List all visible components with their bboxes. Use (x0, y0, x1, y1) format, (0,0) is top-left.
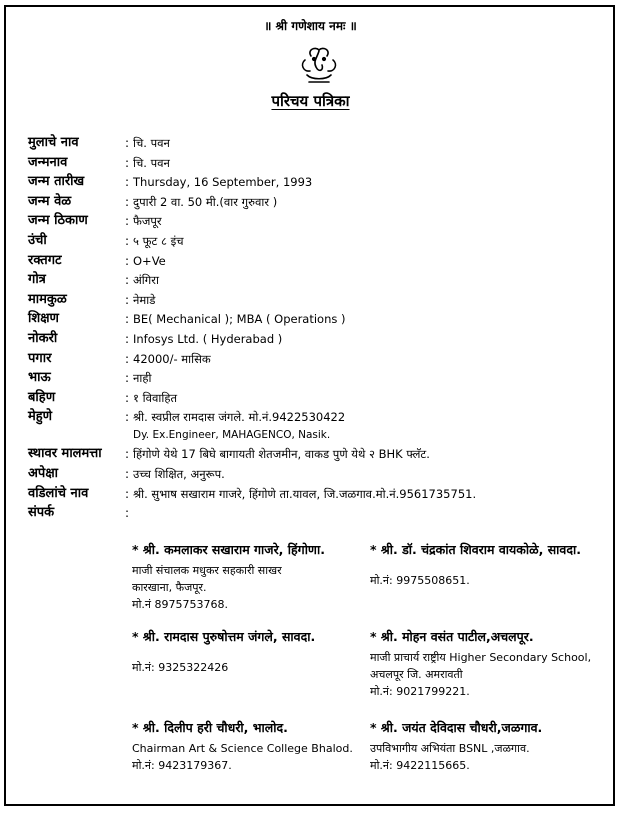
field-separator: : (125, 371, 130, 386)
ganesh-icon (297, 44, 341, 86)
field-value-text: Infosys Ltd. ( Hyderabad ) (133, 331, 283, 346)
invocation-text: ॥ श्री गणेशाय नमः ॥ (264, 19, 357, 33)
page-title-text: परिचय पत्रिका (271, 92, 350, 110)
field-separator: : (125, 273, 130, 288)
contact-line: माजी संचालक मधुकर सहकारी साखर (132, 564, 282, 577)
field-label: नोकरी (28, 330, 58, 346)
field-value (133, 485, 476, 503)
contact-line: कारखाना, फैजपूर. (132, 581, 207, 594)
field-value (133, 193, 277, 211)
contact-name: * श्री. मोहन वसंत पाटील,अचलपूर. (370, 629, 534, 644)
field-separator: : (125, 410, 130, 425)
field-value (133, 173, 312, 191)
contact-4 (370, 628, 620, 700)
field-value (133, 154, 170, 172)
contact-5 (132, 719, 382, 774)
field-value-subline: Dy. Ex.Engineer, MAHAGENCO, Nasik. (133, 429, 331, 442)
field-value (133, 134, 170, 152)
field-separator: : (125, 466, 130, 481)
field-label: संपर्क (28, 505, 55, 521)
field-value-text: चि. पवन (133, 155, 170, 170)
field-separator: : (125, 351, 130, 366)
field-value (133, 291, 155, 309)
field-separator: : (125, 447, 130, 462)
contact-3 (132, 628, 382, 676)
field-label: बहिण (28, 389, 56, 405)
field-separator: : (125, 175, 130, 190)
field-label: जन्म वेळ (28, 193, 72, 209)
field-value (133, 445, 430, 463)
field-value (133, 271, 159, 289)
field-value (133, 252, 166, 270)
field-value-text: फैजपूर (133, 214, 162, 229)
field-value-text: नाही (133, 371, 152, 386)
field-label: अपेक्षा (28, 465, 59, 481)
field-separator: : (125, 331, 130, 346)
field-separator: : (125, 390, 130, 405)
field-separator: : (125, 486, 130, 501)
contact-line: उपविभागीय अभियंता BSNL ,जळगाव. (370, 742, 530, 755)
field-value (133, 330, 282, 348)
field-value (133, 310, 346, 328)
field-value (133, 389, 177, 407)
field-label: स्थावर मालमत्ता (28, 446, 102, 462)
page-title (0, 91, 621, 111)
field-value-text: अंगिरा (133, 273, 159, 288)
contact-name: * श्री. कमलाकर सखाराम गाजरे, हिंगोणा. (132, 542, 325, 557)
field-separator: : (125, 214, 130, 229)
field-label: उंची (28, 232, 47, 248)
field-value-text: 42000/- मासिक (133, 351, 211, 366)
field-value-text: नेमाडे (133, 292, 156, 307)
field-value-text: ५ फूट ८ इंच (133, 233, 184, 248)
field-value (133, 465, 225, 483)
contact-2 (370, 541, 620, 589)
field-separator: : (125, 506, 130, 521)
field-value-text: Thursday, 16 September, 1993 (133, 175, 313, 190)
field-separator: : (125, 233, 130, 248)
contact-phone: मो.नं: 9325322426 (132, 661, 229, 674)
field-separator: : (125, 312, 130, 327)
field-separator: : (125, 253, 130, 268)
field-label: शिक्षण (28, 311, 59, 327)
field-separator: : (125, 155, 130, 170)
field-value-text: BE( Mechanical ); MBA ( Operations ) (133, 312, 346, 327)
contact-line: माजी प्राचार्य राष्ट्रीय Higher Secondary School, (370, 651, 592, 664)
field-value (133, 212, 162, 230)
field-separator: : (125, 292, 130, 307)
contact-phone: मो.नं: 9423179367. (132, 759, 232, 772)
field-value (133, 408, 345, 442)
contact-phone: मो.नं: 9021799221. (370, 685, 470, 698)
field-separator: : (125, 136, 130, 150)
contact-name: * श्री. डॉ. चंद्रकांत शिवराम वायकोळे, सावदा. (370, 542, 581, 557)
field-label: रक्तगट (28, 252, 62, 268)
contact-name: * श्री. दिलीप हरी चौधरी, भालोद. (132, 720, 288, 735)
field-value-text: O+Ve (133, 253, 166, 268)
field-value (133, 350, 211, 368)
field-value-text: हिंगोणे येथे 17 बिघे बागायती शेतजमीन, वाकड पुणे येथे २ BHK फ्लॅट. (133, 447, 430, 462)
field-label: वडिलांचे नाव (28, 485, 89, 501)
field-value (133, 232, 184, 250)
contact-line: Chairman Art & Science College Bhalod. (132, 742, 353, 755)
field-label: पगार (28, 350, 52, 366)
field-value-text: १ विवाहित (133, 390, 178, 405)
contact-phone: मो.नं 8975753768. (132, 598, 229, 611)
contact-name: * श्री. जयंत देविदास चौधरी,जळगाव. (370, 720, 543, 735)
field-value-text: उच्च शिक्षित, अनुरूप. (133, 466, 225, 481)
field-label: जन्मनाव (28, 154, 68, 170)
contact-name: * श्री. रामदास पुरुषोत्तम जंगले, सावदा. (132, 629, 316, 644)
field-value-text: श्री. स्वप्रील रामदास जंगले. मो.नं.9422530422 (133, 410, 346, 425)
field-value (133, 369, 151, 387)
field-value-text: चि. पवन (133, 136, 170, 150)
contact-6 (370, 719, 620, 774)
contact-phone: मो.नं: 9422115665. (370, 759, 470, 772)
field-label: गोत्र (28, 272, 46, 288)
field-label: मेहुणे (28, 409, 53, 425)
field-label: जन्म ठिकाण (28, 213, 88, 229)
contact-phone: मो.नं: 9975508651. (370, 574, 470, 587)
contact-1 (132, 541, 382, 613)
field-value-text: श्री. सुभाष सखाराम गाजरे, हिंगोणे ता.यावल, जि.जळगाव.मो.नं.9561735751. (133, 486, 477, 501)
field-label: मुलाचे नाव (28, 135, 79, 150)
field-label: मामकुळ (28, 291, 67, 307)
field-label: भाऊ (28, 370, 51, 386)
field-separator: : (125, 194, 130, 209)
contact-line: अचलपूर जि. अमरावती (370, 668, 463, 681)
field-value-text: दुपारी 2 वा. 50 मी.(वार गुरुवार ) (133, 194, 278, 209)
field-label: जन्म तारीख (28, 174, 85, 190)
